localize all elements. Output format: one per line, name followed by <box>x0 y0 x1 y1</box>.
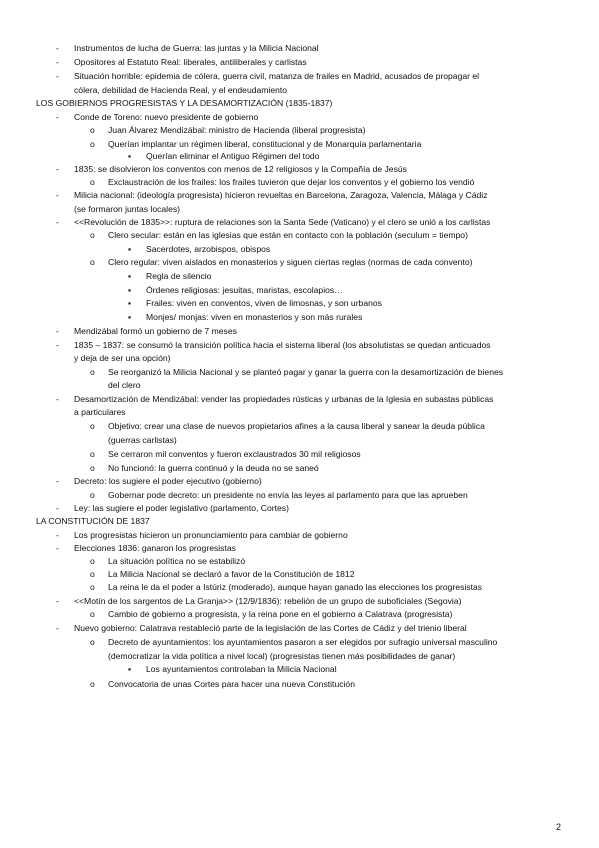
circle-bullet: o <box>90 463 95 473</box>
section-heading: LA CONSTITUCIÓN DE 1837 <box>36 516 150 526</box>
text-line: y deja de ser una opción) <box>74 353 171 363</box>
text-line: Querían implantar un régimen liberal, constitucional y de Monarquía parlamentaria <box>108 139 422 149</box>
circle-bullet: o <box>90 139 95 149</box>
dash-bullet: - <box>56 596 59 606</box>
circle-bullet: o <box>90 125 95 135</box>
dash-bullet: - <box>56 543 59 553</box>
text-line: cólera, debilidad de Hacienda Real, y el endeudamiento <box>74 85 288 95</box>
dash-bullet: - <box>56 57 59 67</box>
dash-bullet: - <box>56 340 59 350</box>
square-bullet: ▪ <box>128 298 132 308</box>
text-line: Decreto de ayuntamientos: los ayuntamientos pasaron a ser elegidos por sufragio universal masculino <box>108 637 498 647</box>
circle-bullet: o <box>90 582 95 592</box>
dash-bullet: - <box>56 217 59 227</box>
dash-bullet: - <box>56 190 59 200</box>
circle-bullet: o <box>90 449 95 459</box>
text-line: Los progresistas hicieron un pronunciamiento para cambiar de gobierno <box>74 530 348 540</box>
text-line: La Milicia Nacional se declaró a favor de la Constitución de 1812 <box>108 569 355 579</box>
text-line: (democratizar la vida política a nivel local) (progresistas tienen más posibilidades de ganar) <box>108 651 456 661</box>
dash-bullet: - <box>56 43 59 53</box>
square-bullet: ▪ <box>128 285 132 295</box>
circle-bullet: o <box>90 556 95 566</box>
dash-bullet: - <box>56 530 59 540</box>
text-line: Exclaustración de los frailes: los frailes tuvieron que dejar los conventos y el gobierno los vendió <box>108 177 475 187</box>
circle-bullet: o <box>90 230 95 240</box>
text-line: Gobernar pode decreto: un presidente no envía las leyes al parlamento para que las aprueben <box>108 490 468 500</box>
page-number: 2 <box>556 822 562 832</box>
text-line: del clero <box>108 380 141 390</box>
circle-bullet: o <box>90 679 95 689</box>
text-line: Regla de silencio <box>146 271 212 281</box>
text-line: <<Motín de los sargentos de La Granja>> (12/9/1836): rebelión de un grupo de suboficiales (Segovia) <box>74 596 462 606</box>
text-line: Instrumentos de lucha de Guerra: las juntas y la Milicia Nacional <box>74 43 319 53</box>
square-bullet: ▪ <box>128 664 132 674</box>
section-heading: LOS GOBIERNOS PROGRESISTAS Y LA DESAMORTIZACIÓN (1835-1837) <box>36 98 333 108</box>
text-line: La situación política no se estabilizó <box>108 556 246 566</box>
text-line: Monjes/ monjas: viven en monasterios y son más rurales <box>146 312 363 322</box>
text-line: Decreto: los sugiere el poder ejecutivo (gobierno) <box>74 476 262 486</box>
circle-bullet: o <box>90 609 95 619</box>
text-line: (guerras carlistas) <box>108 435 177 445</box>
text-line: Querían eliminar el Antiguo Régimen del todo <box>146 151 320 161</box>
dash-bullet: - <box>56 394 59 404</box>
dash-bullet: - <box>56 503 59 513</box>
text-line: Clero secular: están en las iglesias que están en contacto con la población (seculum = tiempo) <box>108 230 468 240</box>
text-line: 1835 – 1837: se consumó la transición política hacia el sistema liberal (los absolutistas se quedan anticuados <box>74 340 491 350</box>
text-line: Sacerdotes, arzobispos, obispos <box>146 244 271 254</box>
dash-bullet: - <box>56 112 59 122</box>
text-line: a particulares <box>74 407 126 417</box>
text-line: Opositores al Estatuto Real: liberales, antiliberales y carlistas <box>74 57 307 67</box>
text-line: Clero regular: viven aislados en monasterios y siguen ciertas reglas (normas de cada convento) <box>108 257 473 267</box>
text-line: Órdenes religiosas: jesuitas, maristas, escolapios… <box>146 285 343 295</box>
square-bullet: ▪ <box>128 151 132 161</box>
text-line: Nuevo gobierno: Calatrava restableció parte de la legislación de las Cortes de Cádiz y del trienio liberal <box>74 623 467 633</box>
text-line: Elecciones 1836: ganaron los progresistas <box>74 543 236 553</box>
text-line: Milicia nacional: (ideología progresista) hicieron revueltas en Barcelona, Zaragoza, Valencia, Málaga y Cádiz <box>74 190 488 200</box>
text-line: Cambio de gobierno a progresista, y la reina pone en el gobierno a Calatrava (progresista) <box>108 609 453 619</box>
square-bullet: ▪ <box>128 244 132 254</box>
text-line: Se reorganizó la Milicia Nacional y se planteó pagar y ganar la guerra con la desamortización de bienes <box>108 367 504 377</box>
text-line: Desamortización de Mendizábal: vender las propiedades rústicas y urbanas de la Iglesia en subastas públicas <box>74 394 494 404</box>
dash-bullet: - <box>56 71 59 81</box>
text-line: La reina le da el poder a Istúriz (moderado), aunque hayan ganado las elecciones los progresistas <box>108 582 483 592</box>
text-line: Situación horrible: epidemia de cólera, guerra civil, matanza de frailes en Madrid, acusados de propagar el <box>74 71 480 81</box>
text-line: Convocatoria de unas Cortes para hacer una nueva Constitución <box>108 679 355 689</box>
circle-bullet: o <box>90 569 95 579</box>
text-line: Juan Álvarez Mendizábal: ministro de Hacienda (liberal progresista) <box>108 125 366 135</box>
text-line: Se cerraron mil conventos y fueron exclaustrados 30 mil religiosos <box>108 449 361 459</box>
dash-bullet: - <box>56 326 59 336</box>
text-line: (se formaron juntas locales) <box>74 204 181 214</box>
text-line: Los ayuntamientos controlaban la Milicia Nacional <box>146 664 337 674</box>
dash-bullet: - <box>56 164 59 174</box>
circle-bullet: o <box>90 177 95 187</box>
text-line: No funcionó: la guerra continuó y la deuda no se saneó <box>108 463 319 473</box>
text-line: 1835: se disolvieron los conventos con menos de 12 religiosos y la Compañía de Jesús <box>74 164 407 174</box>
text-line: Frailes: viven en conventos, viven de limosnas, y son urbanos <box>146 298 382 308</box>
text-line: Ley: las sugiere el poder legislativo (parlamento, Cortes) <box>74 503 289 513</box>
text-line: <<Revolución de 1835>>: ruptura de relaciones son la Santa Sede (Vaticano) y el clero se unió a los carlistas <box>74 217 491 227</box>
square-bullet: ▪ <box>128 312 132 322</box>
dash-bullet: - <box>56 623 59 633</box>
dash-bullet: - <box>56 476 59 486</box>
circle-bullet: o <box>90 421 95 431</box>
circle-bullet: o <box>90 490 95 500</box>
circle-bullet: o <box>90 257 95 267</box>
square-bullet: ▪ <box>128 271 132 281</box>
circle-bullet: o <box>90 637 95 647</box>
text-line: Mendizábal formó un gobierno de 7 meses <box>74 326 237 336</box>
text-line: Objetivo: crear una clase de nuevos propietarios afines a la causa liberal y sanear la deuda pública <box>108 421 485 431</box>
circle-bullet: o <box>90 367 95 377</box>
text-line: Conde de Toreno: nuevo presidente de gobierno <box>74 112 259 122</box>
